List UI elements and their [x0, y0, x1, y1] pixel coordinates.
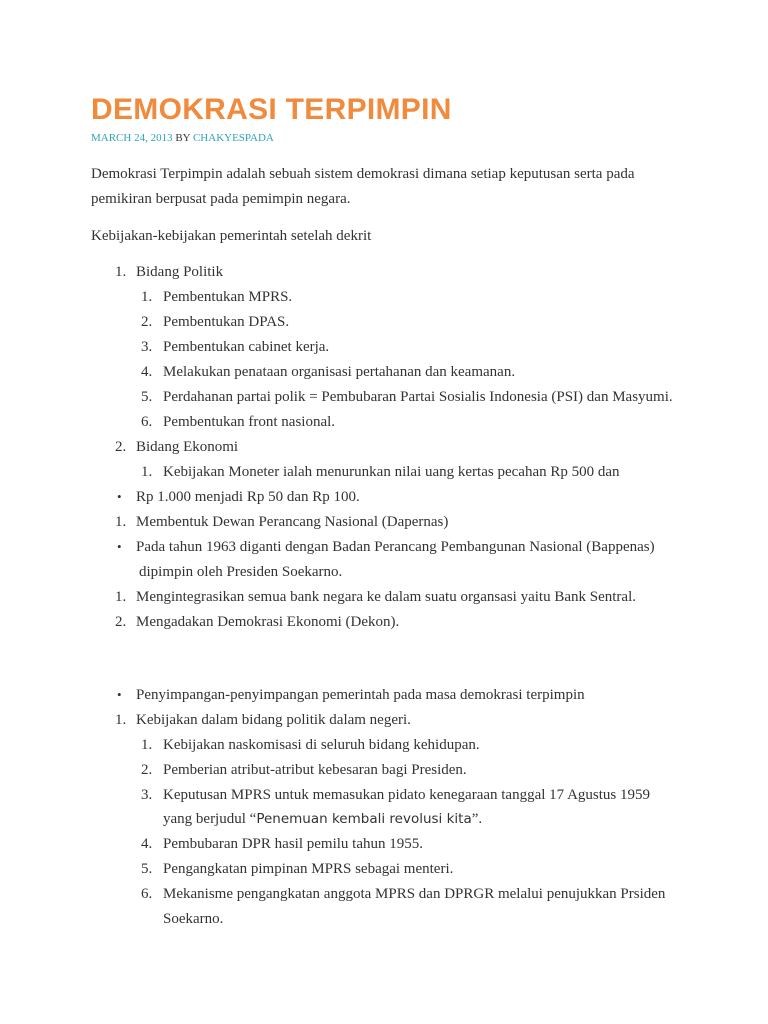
list-item: Pembentukan DPAS. [163, 314, 290, 330]
post-title: DEMOKRASI TERPIMPIN [91, 93, 452, 126]
post-date-link[interactable]: MARCH 24, 2013 [91, 132, 173, 144]
list-item-continuation: dipimpin oleh Presiden Soekarno. [139, 564, 343, 580]
list-marker: 1. [115, 712, 127, 728]
list-marker: 3. [141, 339, 153, 355]
politik-label: Bidang Politik [136, 264, 224, 280]
list-item: Pemberian atribut-atribut kebesaran bagi Presiden. [163, 762, 467, 778]
list-marker: 2. [141, 314, 153, 330]
bullet-icon: • [117, 539, 122, 554]
intro-line-1: Demokrasi Terpimpin adalah sebuah sistem demokrasi dimana setiap keputusan serta pada [91, 166, 635, 182]
list-item: Perdahanan partai polik = Pembubaran Partai Sosialis Indonesia (PSI) dan Masyumi. [163, 389, 673, 405]
intro-line-2: pemikiran berpusat pada pemimpin negara. [91, 191, 351, 207]
quote-close: ”. [471, 811, 483, 827]
list-item: Pembentukan cabinet kerja. [163, 339, 330, 355]
list-item: Kebijakan Moneter ialah menurunkan nilai uang kertas pecahan Rp 500 dan [163, 464, 620, 480]
list-item-continuation [163, 809, 482, 829]
bullet-icon: • [117, 489, 122, 504]
list-item: Pengangkatan pimpinan MPRS sebagai menteri. [163, 861, 454, 877]
list-marker: 4. [141, 364, 153, 380]
list-item: Membentuk Dewan Perancang Nasional (Dapernas) [136, 514, 449, 530]
list-item: Melakukan penataan organisasi pertahanan dan keamanan. [163, 364, 516, 380]
list-marker: 3. [141, 787, 153, 803]
list-marker: 1. [115, 264, 127, 280]
list-marker: 6. [141, 886, 153, 902]
list-item: Kebijakan naskomisasi di seluruh bidang kehidupan. [163, 737, 480, 753]
list-item: Pada tahun 1963 diganti dengan Badan Perancang Pembangunan Nasional (Bappenas) [136, 539, 655, 555]
list-marker: 1. [141, 737, 153, 753]
list-marker: 1. [115, 589, 127, 605]
post-by-label: BY [175, 132, 191, 144]
post-author-link[interactable]: CHAKYESPADA [192, 132, 274, 144]
list-marker: 1. [141, 464, 153, 480]
list-marker: 4. [141, 836, 153, 852]
deviations-heading: Penyimpangan-penyimpangan pemerintah pada masa demokrasi terpimpin [136, 687, 585, 703]
policies-heading: Kebijakan-kebijakan pemerintah setelah dekrit [91, 228, 372, 244]
list-item: Keputusan MPRS untuk memasukan pidato kenegaraan tanggal 17 Agustus 1959 [163, 787, 651, 803]
list-item: Pembubaran DPR hasil pemilu tahun 1955. [163, 836, 423, 852]
list-item: Mengintegrasikan semua bank negara ke dalam suatu organsasi yaitu Bank Sentral. [136, 589, 636, 605]
post-meta [91, 131, 274, 145]
bullet-icon: • [117, 687, 122, 702]
quote-open: yang berjudul “ [163, 811, 257, 827]
list-marker: 2. [115, 439, 127, 455]
list-marker: 1. [115, 514, 127, 530]
list-item: Mekanisme pengangkatan anggota MPRS dan DPRGR melalui penujukkan Prsiden [163, 886, 666, 902]
list-marker: 2. [141, 762, 153, 778]
list-item: Pembentukan MPRS. [163, 289, 293, 305]
list-marker: 6. [141, 414, 153, 430]
list-marker: 1. [141, 289, 153, 305]
list-item: Rp 1.000 menjadi Rp 50 dan Rp 100. [136, 489, 360, 505]
list-marker: 5. [141, 861, 153, 877]
list-item-continuation: Soekarno. [163, 911, 224, 927]
deviations-sub-label: Kebijakan dalam bidang politik dalam negeri. [136, 712, 411, 728]
speech-title: Penemuan kembali revolusi kita [256, 811, 472, 827]
list-item: Pembentukan front nasional. [163, 414, 336, 430]
ekonomi-label: Bidang Ekonomi [136, 439, 239, 455]
list-marker: 2. [115, 614, 127, 630]
list-item: Mengadakan Demokrasi Ekonomi (Dekon). [136, 614, 400, 630]
list-marker: 5. [141, 389, 153, 405]
